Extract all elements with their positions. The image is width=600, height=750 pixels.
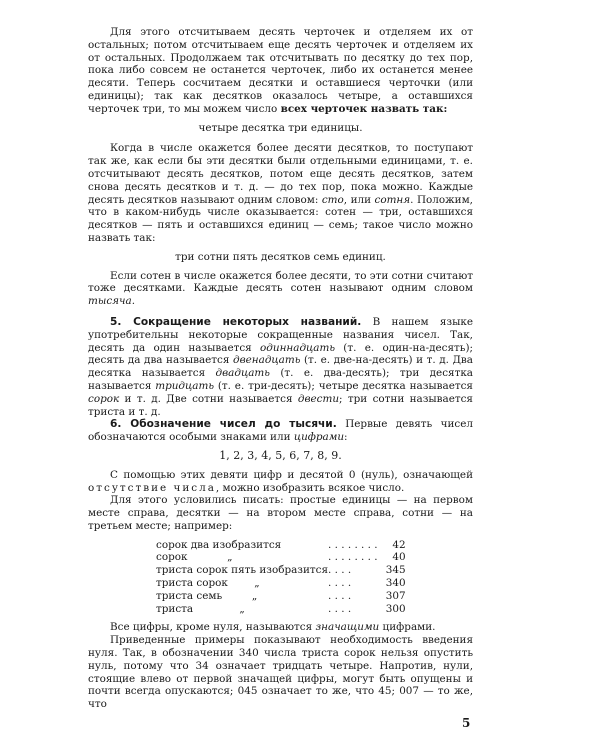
digits-list: 1, 2, 3, 4, 5, 6, 7, 8, 9. xyxy=(219,448,342,462)
section-5-paragraph: 5. Сокращение некоторых названий. В нашем языке употребительны некоторые сокращенные названия чисел. Так, десять да один называется одиннадцать (т. е. один-на-десять); десять да два называется двенадцать (т. е. две-на-десять) и т. д. Два десятка называется двадцать (т. е. два-десять); три десятка называется тридцать (т. е. три-десять); четыре десятка называется сорок и т. д. Две сотни называется двести; три сотни называется триста и т. д. xyxy=(88,315,474,418)
table-row: сорок „ . . . . . . . . 40 xyxy=(156,551,406,564)
text-column xyxy=(88,26,473,711)
paragraph-1: Для этого отсчитываем десять черточек и отделяем их от остальных; потом отсчитываем еще десять черточек и отделяем их от остальных. Продолжаем так отсчитывать по десятку до тех пор, пока либо совсем не останется черточек, либо их останется менее десяти. Теперь сосчитаем десятки и оставшиеся черточки (или единицы); так как десятков оказалось четыре, а оставшихся черточек три, то мы можем число всех черточек назвать так: xyxy=(88,26,473,115)
page-number: 5 xyxy=(462,716,471,730)
paragraph-significant: Все цифры, кроме нуля, называются значащими цифрами. xyxy=(110,621,436,634)
table-row: триста семь „ . . . . 307 xyxy=(156,589,406,602)
table-row: триста „ . . . . 300 xyxy=(156,602,406,615)
section-6-paragraph: 6. Обозначение чисел до тысячи. Первые девять чисел обозначаются особыми знаками или цифрами: xyxy=(88,418,473,444)
section-5-heading: 5. Сокращение некоторых названий. xyxy=(110,315,362,328)
table-row: сорок два изобразится . . . . . . . . 42 xyxy=(156,538,406,551)
paragraph-convention: Для этого условились писать: простые единицы — на первом месте справа, десятки — на втором месте справа, сотни — на третьем месте; например: xyxy=(88,494,473,532)
table-row: триста сорок „ . . . . 340 xyxy=(156,577,406,590)
paragraph-2: Когда в числе окажется более десяти десятков, то поступают так же, как если бы эти десятки были отдельными единицами, т. е. отсчитывают десять десятков, потом еще десять десятков, затем снова десять десятков и т. д. — до тех пор, пока можно. Каждые десять десятков называют одним словом: сто, или сотня. Положим, что в каком-нибудь числе оказывается: сотен — три, оставшихся десятков — пять и оставшихся единиц — семь; такое число можно назвать так: xyxy=(88,142,473,244)
formula-four-tens: четыре десятка три единицы. xyxy=(198,121,363,134)
paragraph-zero: С помощью этих девяти цифр и десятой 0 (нуль), означающей отсутствие числа, можно изобразить всякое число. xyxy=(88,468,473,494)
paragraph-examples-zero: Приведенные примеры показывают необходимость введения нуля. Так, в обозначении 340 числа триста сорок нельзя опустить нуль, потому что 34 означает тридцать четыре. Напротив, нули, стоящие влево от первой значащей цифры, могут быть опущены и почти всегда опускаются; 045 означает то же, что 45; 007 — то же, что xyxy=(88,634,473,711)
table-row: триста сорок пять изобразится . . . . 345 xyxy=(156,564,406,577)
examples-table xyxy=(156,539,406,616)
paragraph-3: Если сотен в числе окажется более десяти, то эти сотни считают тоже десятками. Каждые десять сотен называют одним словом тысяча. xyxy=(88,269,473,308)
formula-three-hundreds: три сотни пять десятков семь единиц. xyxy=(175,250,386,263)
section-6-heading: 6. Обозначение чисел до тысячи. xyxy=(110,418,337,431)
